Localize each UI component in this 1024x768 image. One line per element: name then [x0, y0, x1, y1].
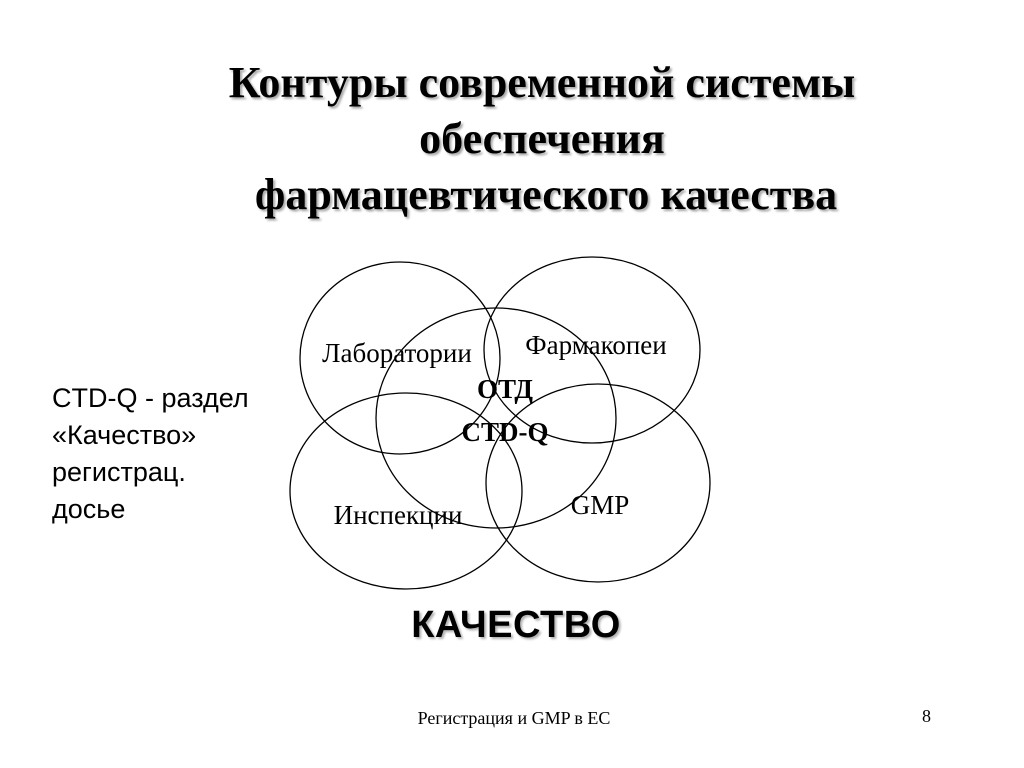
quality-label: КАЧЕСТВО — [411, 604, 621, 646]
page-number: 8 — [922, 706, 931, 726]
side-note-line-4: досье — [52, 494, 126, 524]
label-laboratories: Лаборатории — [322, 338, 472, 368]
title-line-1: Контуры современной системы — [228, 58, 856, 107]
circle-gmp — [486, 384, 710, 582]
footer-text: Регистрация и GMP в ЕС — [417, 708, 611, 728]
label-inspections: Инспекции — [333, 500, 463, 530]
side-note-line-2: «Качество» — [52, 420, 197, 450]
label-pharmacopoeia: Фармакопеи — [525, 330, 667, 360]
side-note-line-1: CTD-Q - раздел — [52, 383, 249, 413]
side-note — [52, 380, 249, 528]
title-line-3: фармацевтического качества — [254, 170, 838, 219]
label-ctd-q: CTD-Q — [461, 417, 549, 447]
label-gmp: GMP — [570, 490, 630, 520]
side-note-line-3: регистрац. — [52, 457, 186, 487]
label-otd: ОТД — [477, 374, 533, 404]
title-line-2: обеспечения — [419, 114, 665, 163]
